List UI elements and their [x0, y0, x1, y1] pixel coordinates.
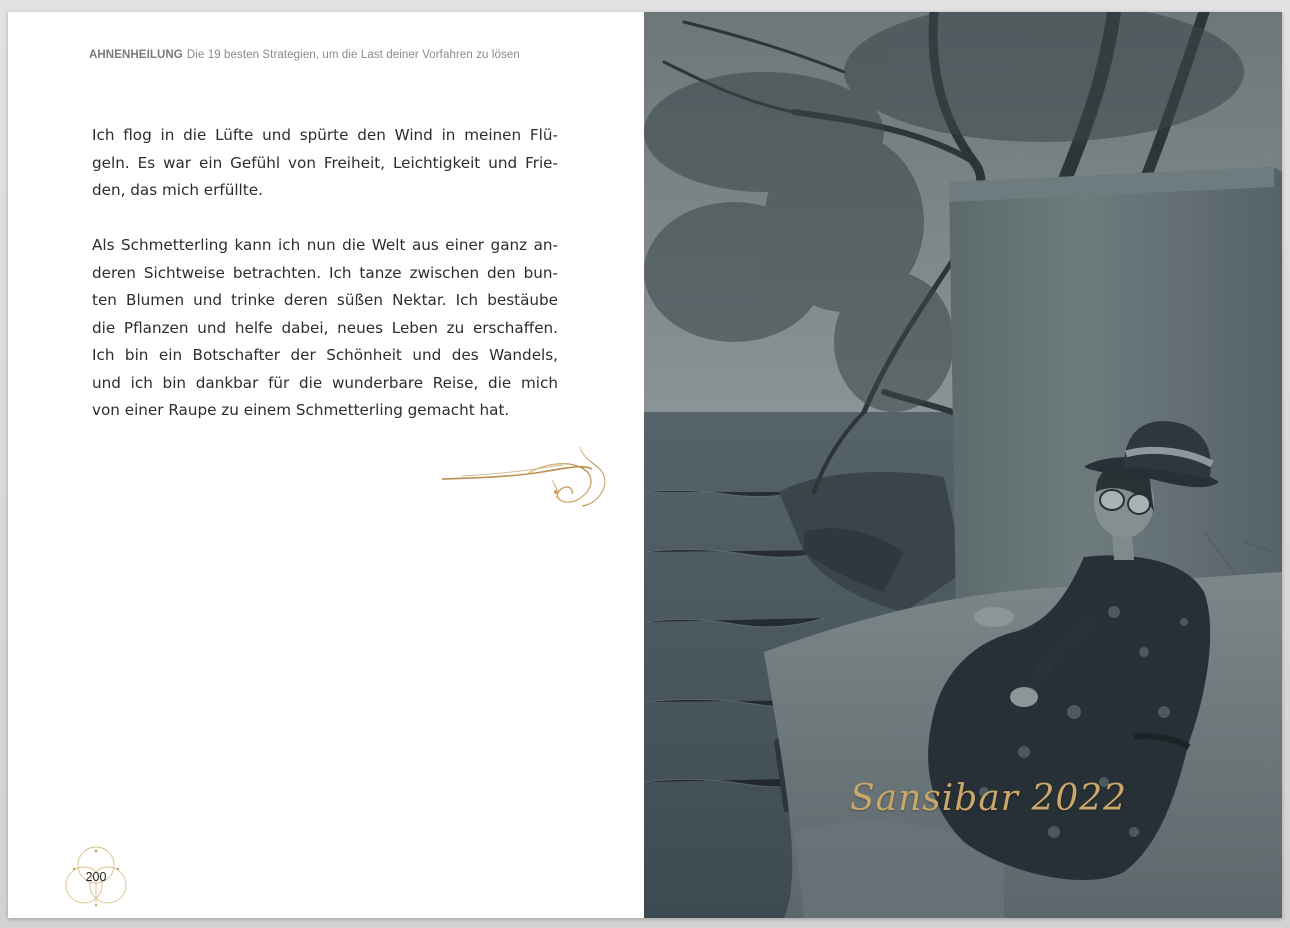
text-line: geln. Es war ein Gefühl von Freiheit, Leichtigkeit und Frie- [92, 153, 558, 172]
text-line: Als Schmetterling kann ich nun die Welt aus einer ganz an- [92, 236, 558, 254]
text-line: ten Blumen und trinke deren süßen Nektar. Ich bestäube [92, 291, 558, 309]
text-line: Ich flog in die Lüfte und spürte den Wind in meinen Flü- [92, 126, 558, 144]
text-line: die Pflanzen und helfe dabei, neues Leben zu erschaffen. [92, 318, 558, 337]
text-line: und ich bin dankbar für die wunderbare Reise, die mich [92, 373, 558, 392]
page-number: 200 [85, 870, 107, 884]
paragraph-1 [92, 122, 558, 205]
right-page-photo [644, 12, 1282, 918]
book-spread [8, 12, 1282, 918]
photo-caption: Sansibar 2022 [850, 778, 1128, 819]
text-line: Ich bin ein Botschafter der Schönheit und des Wandels, [92, 346, 558, 364]
book-title: AHNENHEILUNG [89, 49, 183, 61]
running-header [89, 49, 520, 61]
text-line: deren Sichtweise betrachten. Ich tanze zwischen den bun- [92, 263, 558, 282]
book-subtitle: Die 19 besten Strategien, um die Last deiner Vorfahren zu lösen [186, 49, 520, 61]
text-line: den, das mich erfüllte. [92, 181, 263, 199]
text-line: von einer Raupe zu einem Schmetterling gemacht hat. [92, 401, 510, 419]
gold-flourish-ornament [432, 352, 622, 512]
left-page [8, 12, 644, 918]
